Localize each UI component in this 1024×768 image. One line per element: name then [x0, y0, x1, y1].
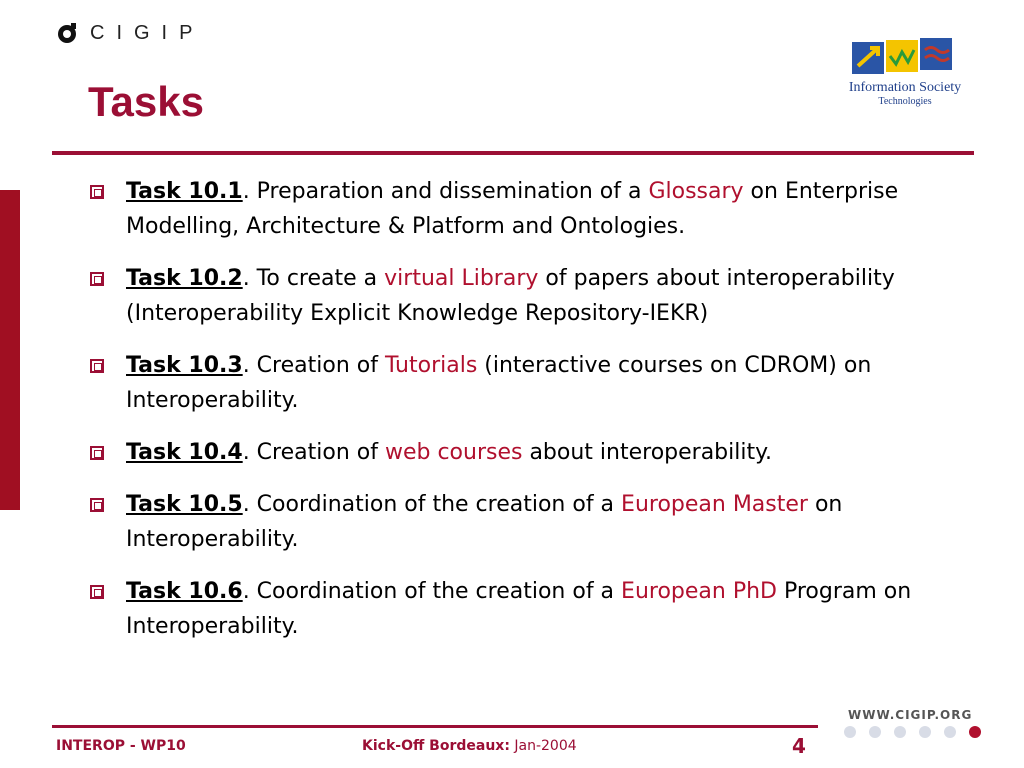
dot-icon [944, 726, 956, 738]
ist-logo [830, 36, 980, 116]
page-number: 4 [792, 734, 806, 758]
ist-logo-line1: Information Society [848, 80, 962, 95]
task-text: on Enterprise Modelling, Architecture & Platform and Ontologies. [126, 179, 899, 239]
dot-icon [894, 726, 906, 738]
square-bullet-icon [90, 185, 104, 199]
task-highlight: Glossary [648, 179, 744, 204]
task-text: Creation of [249, 440, 385, 465]
task-item: Task 10.6. Coordination of the creation of a European PhD Program on Interoperability. [90, 574, 930, 644]
title-divider [52, 151, 974, 155]
task-list [90, 174, 930, 661]
cigip-logo [56, 20, 204, 46]
footer-divider [52, 725, 818, 728]
task-text: Coordination of the creation of a [249, 579, 622, 604]
cigip-mark-icon [56, 21, 80, 45]
side-accent-bar [0, 190, 20, 510]
dot-icon [844, 726, 856, 738]
page-title: Tasks [88, 78, 204, 125]
task-text: Program on Interoperability. [126, 579, 912, 639]
task-highlight: web courses [384, 440, 523, 465]
task-item: Task 10.1. Preparation and dissemination of a Glossary on Enterprise Modelling, Architecture & Platform and Ontologies. [90, 174, 930, 244]
task-id: Task 10.6 [126, 579, 243, 604]
decorative-dots [844, 726, 994, 738]
task-text: Coordination of the creation of a [249, 492, 622, 517]
task-text: (interactive courses on CDROM) on Interoperability. [126, 353, 872, 413]
task-text: Preparation and dissemination of a [249, 179, 649, 204]
task-text: To create a [249, 266, 385, 291]
task-id: Task 10.1 [126, 179, 243, 204]
task-id: Task 10.2 [126, 266, 243, 291]
square-bullet-icon [90, 359, 104, 373]
task-text: of papers about interoperability (Interoperability Explicit Knowledge Repository-IEKR) [126, 266, 895, 326]
footer-event-name: Kick-Off Bordeaux: [362, 738, 510, 754]
task-highlight: European Master [621, 492, 808, 517]
task-item: Task 10.5. Coordination of the creation of a European Master on Interoperability. [90, 487, 930, 557]
footer-event-date: Jan-2004 [509, 738, 577, 754]
website-label: WWW.CIGIP.ORG [848, 708, 973, 722]
ist-logo-icon [830, 36, 980, 80]
task-highlight: Tutorials [384, 353, 478, 378]
task-item: Task 10.3. Creation of Tutorials (interactive courses on CDROM) on Interoperability. [90, 348, 930, 418]
cigip-logo-text: CIGIP [90, 21, 205, 44]
task-text: on Interoperability. [126, 492, 843, 552]
dot-icon [919, 726, 931, 738]
dot-active-icon [969, 726, 981, 738]
task-text: about interoperability. [522, 440, 772, 465]
task-id: Task 10.3 [126, 353, 243, 378]
task-id: Task 10.4 [126, 440, 243, 465]
task-text: Creation of [249, 353, 385, 378]
task-item: Task 10.2. To create a virtual Library of papers about interoperability (Interoperability Explicit Knowledge Repository-IEKR) [90, 261, 930, 331]
square-bullet-icon [90, 498, 104, 512]
footer-event [362, 738, 577, 754]
task-id: Task 10.5 [126, 492, 243, 517]
footer-project: INTEROP - WP10 [56, 738, 186, 754]
dot-icon [869, 726, 881, 738]
square-bullet-icon [90, 272, 104, 286]
ist-logo-line2: Technologies [878, 96, 932, 107]
task-item: Task 10.4. Creation of web courses about interoperability. [90, 435, 930, 470]
square-bullet-icon [90, 585, 104, 599]
task-highlight: virtual Library [384, 266, 539, 291]
square-bullet-icon [90, 446, 104, 460]
task-highlight: European PhD [621, 579, 777, 604]
